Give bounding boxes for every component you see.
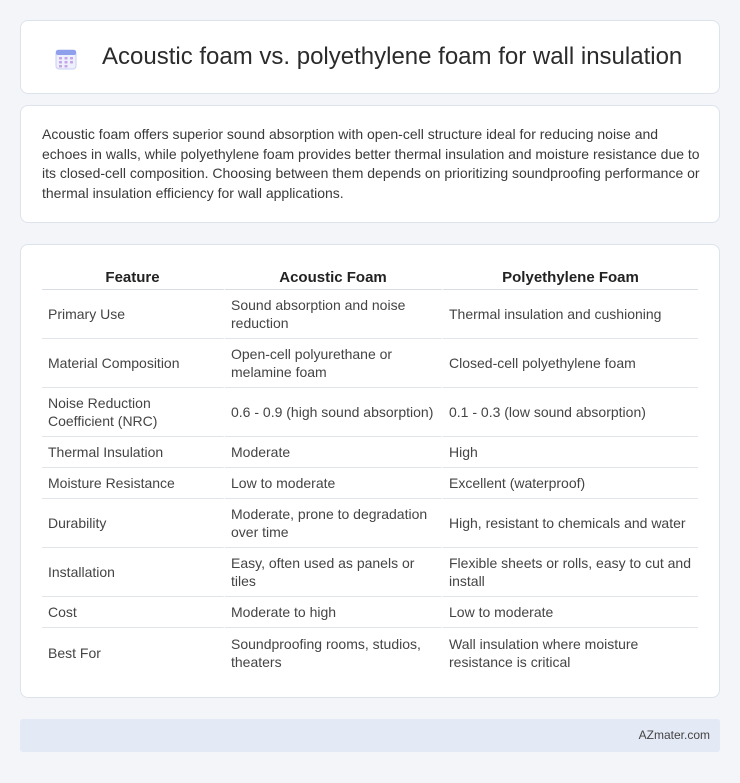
- table-row: [42, 290, 698, 339]
- cell-polyethylene-foam: High, resistant to chemicals and water: [443, 499, 698, 548]
- cell-acoustic-foam: Open-cell polyurethane or melamine foam: [225, 339, 443, 388]
- cell-polyethylene-foam: 0.1 - 0.3 (low sound absorption): [443, 388, 698, 437]
- cell-polyethylene-foam: High: [443, 437, 698, 468]
- cell-feature: Noise Reduction Coefficient (NRC): [42, 388, 225, 437]
- summary-card: [20, 105, 720, 223]
- cell-feature: Moisture Resistance: [42, 468, 225, 499]
- cell-polyethylene-foam: Low to moderate: [443, 597, 698, 628]
- header-polyethylene-foam: Polyethylene Foam: [443, 266, 698, 290]
- cell-polyethylene-foam: Excellent (waterproof): [443, 468, 698, 499]
- cell-acoustic-foam: Easy, often used as panels or tiles: [225, 548, 443, 597]
- cell-feature: Installation: [42, 548, 225, 597]
- table-row: [42, 468, 698, 499]
- table-header-row: [42, 266, 698, 290]
- page-title: Acoustic foam vs. polyethylene foam for wall insulation: [102, 43, 683, 70]
- cell-feature: Best For: [42, 628, 225, 677]
- comparison-table: [42, 266, 698, 677]
- cell-acoustic-foam: Sound absorption and noise reduction: [225, 290, 443, 339]
- table-row: [42, 388, 698, 437]
- table-row: [42, 339, 698, 388]
- table-row: [42, 548, 698, 597]
- cell-acoustic-foam: Low to moderate: [225, 468, 443, 499]
- footer: [20, 719, 720, 752]
- cell-acoustic-foam: Moderate: [225, 437, 443, 468]
- header-feature: Feature: [42, 266, 225, 290]
- footer-brand: AZmater.com: [638, 728, 710, 742]
- cell-feature: Durability: [42, 499, 225, 548]
- header-acoustic-foam: Acoustic Foam: [225, 266, 443, 290]
- cell-feature: Cost: [42, 597, 225, 628]
- cell-polyethylene-foam: Closed-cell polyethylene foam: [443, 339, 698, 388]
- header-card: [20, 20, 720, 94]
- cell-feature: Material Composition: [42, 339, 225, 388]
- cell-acoustic-foam: Moderate, prone to degradation over time: [225, 499, 443, 548]
- cell-feature: Thermal Insulation: [42, 437, 225, 468]
- cell-feature: Primary Use: [42, 290, 225, 339]
- summary-text: Acoustic foam offers superior sound absorption with open-cell structure ideal for reducing noise and echoes in walls, while polyethylene foam provides better thermal insulation and moisture resistance due to its closed-cell composition. Choosing between them depends on prioritizing soundproofing performance or thermal insulation efficiency for wall applications.: [42, 126, 700, 201]
- table-row: [42, 628, 698, 677]
- comparison-table-card: [20, 244, 720, 698]
- table-row: [42, 437, 698, 468]
- cell-polyethylene-foam: Flexible sheets or rolls, easy to cut and install: [443, 548, 698, 597]
- cell-acoustic-foam: Soundproofing rooms, studios, theaters: [225, 628, 443, 677]
- cell-acoustic-foam: 0.6 - 0.9 (high sound absorption): [225, 388, 443, 437]
- calendar-grid-icon: [55, 48, 77, 70]
- cell-polyethylene-foam: Thermal insulation and cushioning: [443, 290, 698, 339]
- cell-polyethylene-foam: Wall insulation where moisture resistance is critical: [449, 635, 639, 670]
- table-row: [42, 597, 698, 628]
- table-body: [42, 290, 698, 677]
- cell-acoustic-foam: Moderate to high: [225, 597, 443, 628]
- table-row: [42, 499, 698, 548]
